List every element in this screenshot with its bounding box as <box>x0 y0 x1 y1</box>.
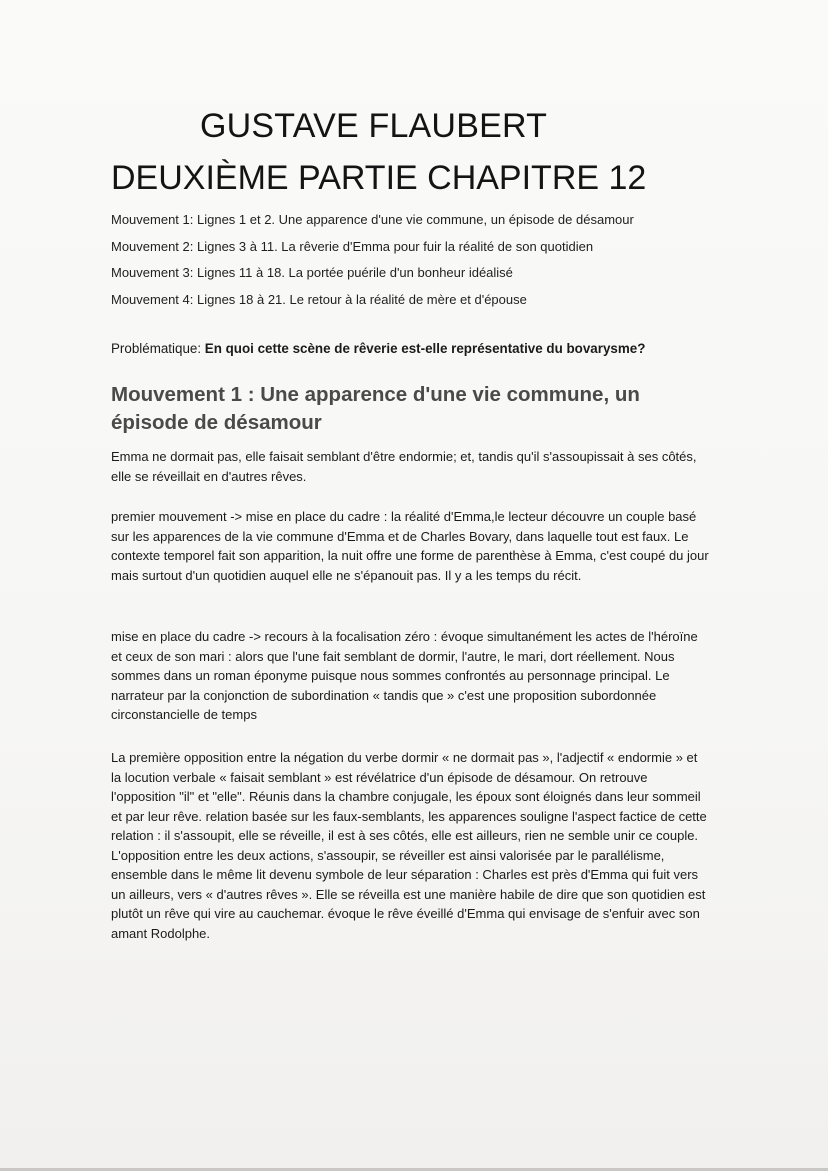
problematique <box>111 340 751 358</box>
paragraph-analysis: mise en place du cadre -> recours à la focalisation zéro : évoque simultanément les actes de l'héroïne et ceux de son mari : alors que l'une fait semblant de dormir, l'autre, le mari, dort réellement. Nous sommes dans un roman éponyme puisque nous sommes confrontés au personnage principal. Le narrateur par la conjonction de subordination « tandis que » c'est une proposition subordonnée circonstancielle de temps <box>111 629 698 722</box>
document-title-author: GUSTAVE FLAUBERT <box>200 107 548 145</box>
movement-item: Mouvement 1: Lignes 1 et 2. Une apparence d'une vie commune, un épisode de désamour <box>111 212 634 227</box>
movement-item: Mouvement 3: Lignes 11 à 18. La portée puérile d'un bonheur idéalisé <box>111 265 513 280</box>
movement-item: Mouvement 2: Lignes 3 à 11. La rêverie d'Emma pour fuir la réalité de son quotidien <box>111 238 594 254</box>
document-title-chapter: DEUXIÈME PARTIE CHAPITRE 12 <box>111 159 647 197</box>
paragraph-analysis: premier mouvement -> mise en place du cadre : la réalité d'Emma,le lecteur découvre un couple basé sur les apparences de la vie commune d'Emma et de Charles Bovary, dans laquelle tout est faux. Le contexte temporel fait son apparition, la nuit offre une forme de parenthèse à Emma, c'est coupé du jour mais surtout d'un quotidien auquel elle ne s'épanouit pas. Il y a les temps du récit. <box>111 509 709 583</box>
paragraph-analysis: La première opposition entre la négation du verbe dormir « ne dormait pas », l'adjectif « endormie » et la locution verbale « faisait semblant » est révélatrice d'un épisode de désamour. On retrouve l'opposition "il" et "elle". Réunis dans la chambre conjugale, les époux sont éloignés dans leur sommeil et par leur rêve. relation basée sur les faux-semblants, les apparences souligne l'aspect factice de cette relation : il s'assoupit, elle se réveille, il est à ses côtés, elle est ailleurs, rien ne semble unir ce couple. L'opposition entre les deux actions, s'assoupir, se réveiller est ainsi valorisée par le parallélisme, ensemble dans le même lit devenu symbole de leur séparation : Charles est près d'Emma qui fuit vers un ailleurs, vers « d'autres rêves ». Elle se réveilla est une manière habile de dire que son quotidien est plutôt un rêve qui vire au cauchemar. évoque le rêve éveillé d'Emma qui envisage de s'enfuir avec son amant Rodolphe. <box>111 750 707 941</box>
problem-question: En quoi cette scène de rêverie est-elle représentative du bovarysme? <box>204 341 646 356</box>
paragraph-quote: Emma ne dormait pas, elle faisait semblant d'être endormie; et, tandis qu'il s'assoupissait à ses côtés, elle se réveillait en d'autres rêves. <box>111 449 697 484</box>
movements-list <box>111 207 751 313</box>
problem-label: Problématique: <box>111 341 205 356</box>
section-heading: Mouvement 1 : Une apparence d'une vie commune, un épisode de désamour <box>111 383 640 434</box>
movement-item: Mouvement 4: Lignes 18 à 21. Le retour à la réalité de mère et d'épouse <box>111 291 527 307</box>
